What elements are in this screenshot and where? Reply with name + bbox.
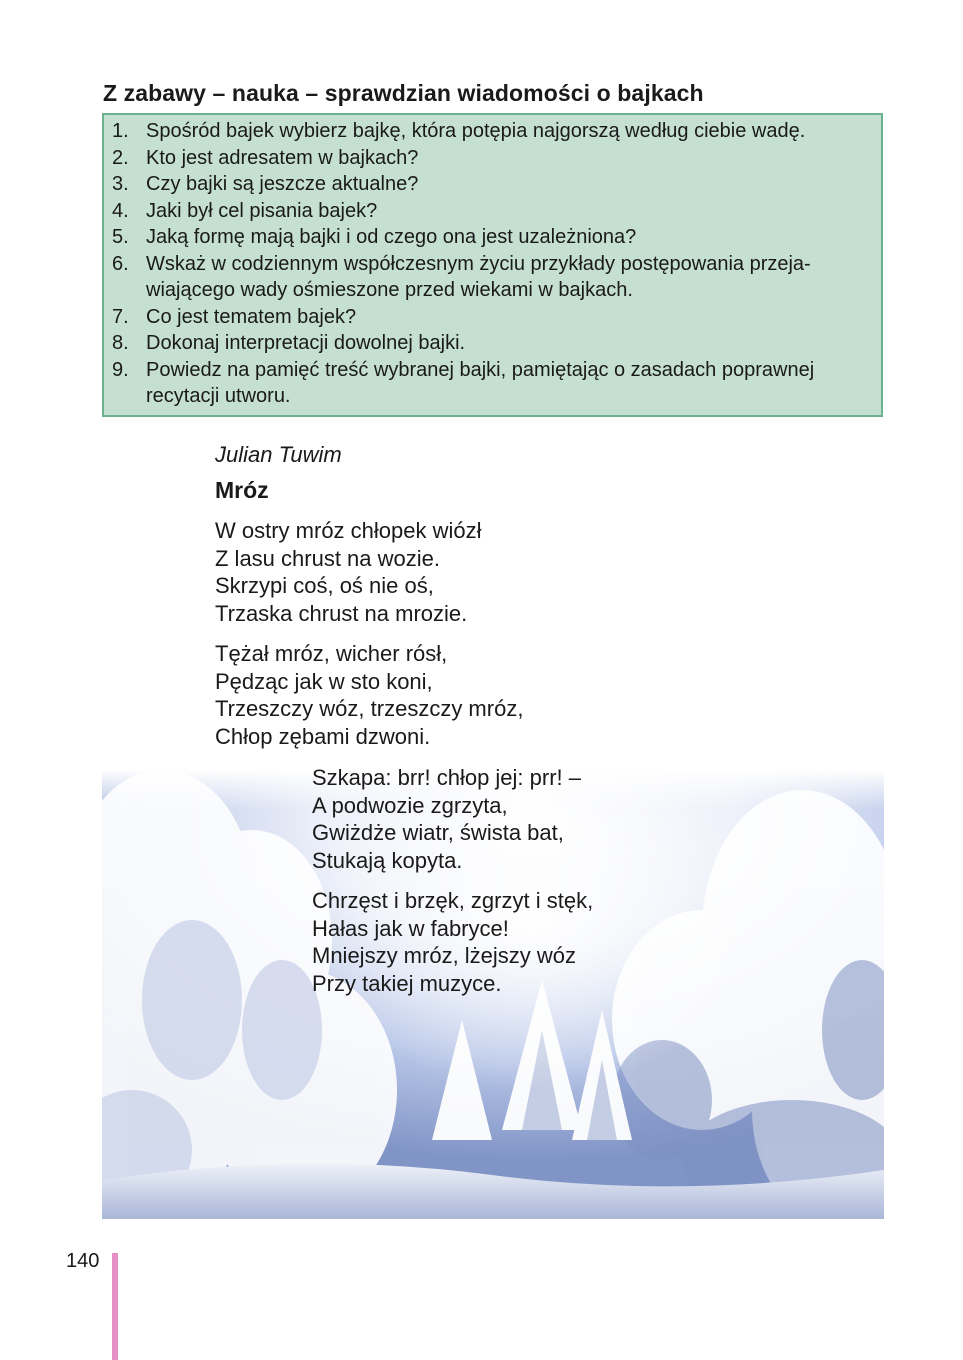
quiz-item-8 bbox=[112, 330, 877, 357]
poem-line: Stukają kopyta. bbox=[312, 847, 463, 873]
quiz-line: wiającego wady ośmieszone przed wiekami w bajkach. bbox=[146, 279, 633, 301]
quiz-list bbox=[112, 118, 877, 410]
quiz-text bbox=[146, 304, 877, 331]
quiz-item-5 bbox=[112, 224, 877, 251]
poem-line: Tężał mróz, wicher rósł, bbox=[215, 641, 448, 666]
poem-line: Mniejszy mróz, lżejszy wóz bbox=[312, 943, 577, 968]
quiz-line: Powiedz na pamięć treść wybranej bajki, pamiętając o zasadach poprawnej bbox=[146, 358, 815, 381]
poem-stanza-4 bbox=[312, 887, 593, 997]
quiz-number: 9. bbox=[112, 358, 129, 381]
quiz-line: Czy bajki są jeszcze aktualne? bbox=[146, 173, 419, 195]
page-accent-bar bbox=[112, 1253, 118, 1360]
quiz-item-2 bbox=[112, 145, 877, 172]
quiz-text bbox=[146, 357, 877, 410]
poem-line: Przy takiej muzyce. bbox=[312, 970, 502, 996]
poem-line: Hałas jak w fabryce! bbox=[312, 915, 509, 941]
quiz-text bbox=[146, 224, 877, 251]
poem-line: Skrzypi coś, oś nie oś, bbox=[215, 573, 434, 598]
quiz-text bbox=[146, 118, 877, 145]
quiz-text bbox=[146, 251, 877, 304]
poem-line: Pędząc jak w sto koni, bbox=[215, 668, 433, 694]
poem-line: W ostry mróz chłopek wiózł bbox=[215, 518, 482, 543]
quiz-number: 6. bbox=[112, 252, 129, 275]
quiz-number: 3. bbox=[112, 173, 129, 195]
quiz-text bbox=[146, 145, 877, 172]
poem-line: Trzaska chrust na mrozie. bbox=[215, 600, 468, 626]
quiz-number: 7. bbox=[112, 305, 129, 328]
quiz-item-7 bbox=[112, 304, 877, 331]
quiz-item-9 bbox=[112, 357, 877, 410]
quiz-line: Spośród bajek wybierz bajkę, która potępia najgorszą według ciebie wadę. bbox=[146, 120, 806, 142]
quiz-item-3 bbox=[112, 171, 877, 198]
quiz-line: Co jest tematem bajek? bbox=[146, 305, 357, 328]
poem-line: Chrzęst i brzęk, zgrzyt i stęk, bbox=[312, 888, 594, 913]
quiz-line: Jaką formę mają bajki i od czego ona jest uzależniona? bbox=[146, 226, 637, 248]
poem-stanza-2 bbox=[215, 640, 523, 750]
poem-stanza-3 bbox=[312, 764, 581, 874]
quiz-item-4 bbox=[112, 198, 877, 225]
quiz-line: Wskaż w codziennym współczesnym życiu przykłady postępowania przeja- bbox=[146, 252, 811, 275]
poem-line: Z lasu chrust na wozie. bbox=[215, 545, 440, 571]
quiz-text bbox=[146, 198, 877, 225]
quiz-line: Jaki był cel pisania bajek? bbox=[146, 199, 378, 222]
quiz-text bbox=[146, 171, 877, 198]
page-number: 140 bbox=[66, 1250, 100, 1272]
quiz-box bbox=[102, 113, 883, 417]
quiz-number: 4. bbox=[112, 199, 129, 222]
poem-author: Julian Tuwim bbox=[215, 442, 342, 467]
quiz-line: recytacji utworu. bbox=[146, 385, 291, 407]
quiz-number: 2. bbox=[112, 146, 129, 169]
section-title: Z zabawy – nauka – sprawdzian wiadomości o bajkach bbox=[103, 80, 704, 106]
poem-line: Chłop zębami dzwoni. bbox=[215, 723, 431, 749]
poem-stanza-1 bbox=[215, 517, 482, 627]
quiz-item-6 bbox=[112, 251, 877, 304]
quiz-line: Kto jest adresatem w bajkach? bbox=[146, 146, 419, 169]
poem-title: Mróz bbox=[215, 477, 269, 503]
quiz-number: 1. bbox=[112, 120, 129, 142]
quiz-line: Dokonaj interpretacji dowolnej bajki. bbox=[146, 332, 466, 354]
quiz-number: 5. bbox=[112, 226, 129, 248]
quiz-item-1 bbox=[112, 118, 877, 145]
quiz-text bbox=[146, 330, 877, 357]
quiz-number: 8. bbox=[112, 332, 129, 354]
poem-line: Trzeszczy wóz, trzeszczy mróz, bbox=[215, 696, 524, 721]
poem-line: A podwozie zgrzyta, bbox=[312, 792, 508, 818]
poem-line: Szkapa: brr! chłop jej: prr! – bbox=[312, 765, 582, 790]
poem-line: Gwiżdże wiatr, śwista bat, bbox=[312, 820, 564, 845]
